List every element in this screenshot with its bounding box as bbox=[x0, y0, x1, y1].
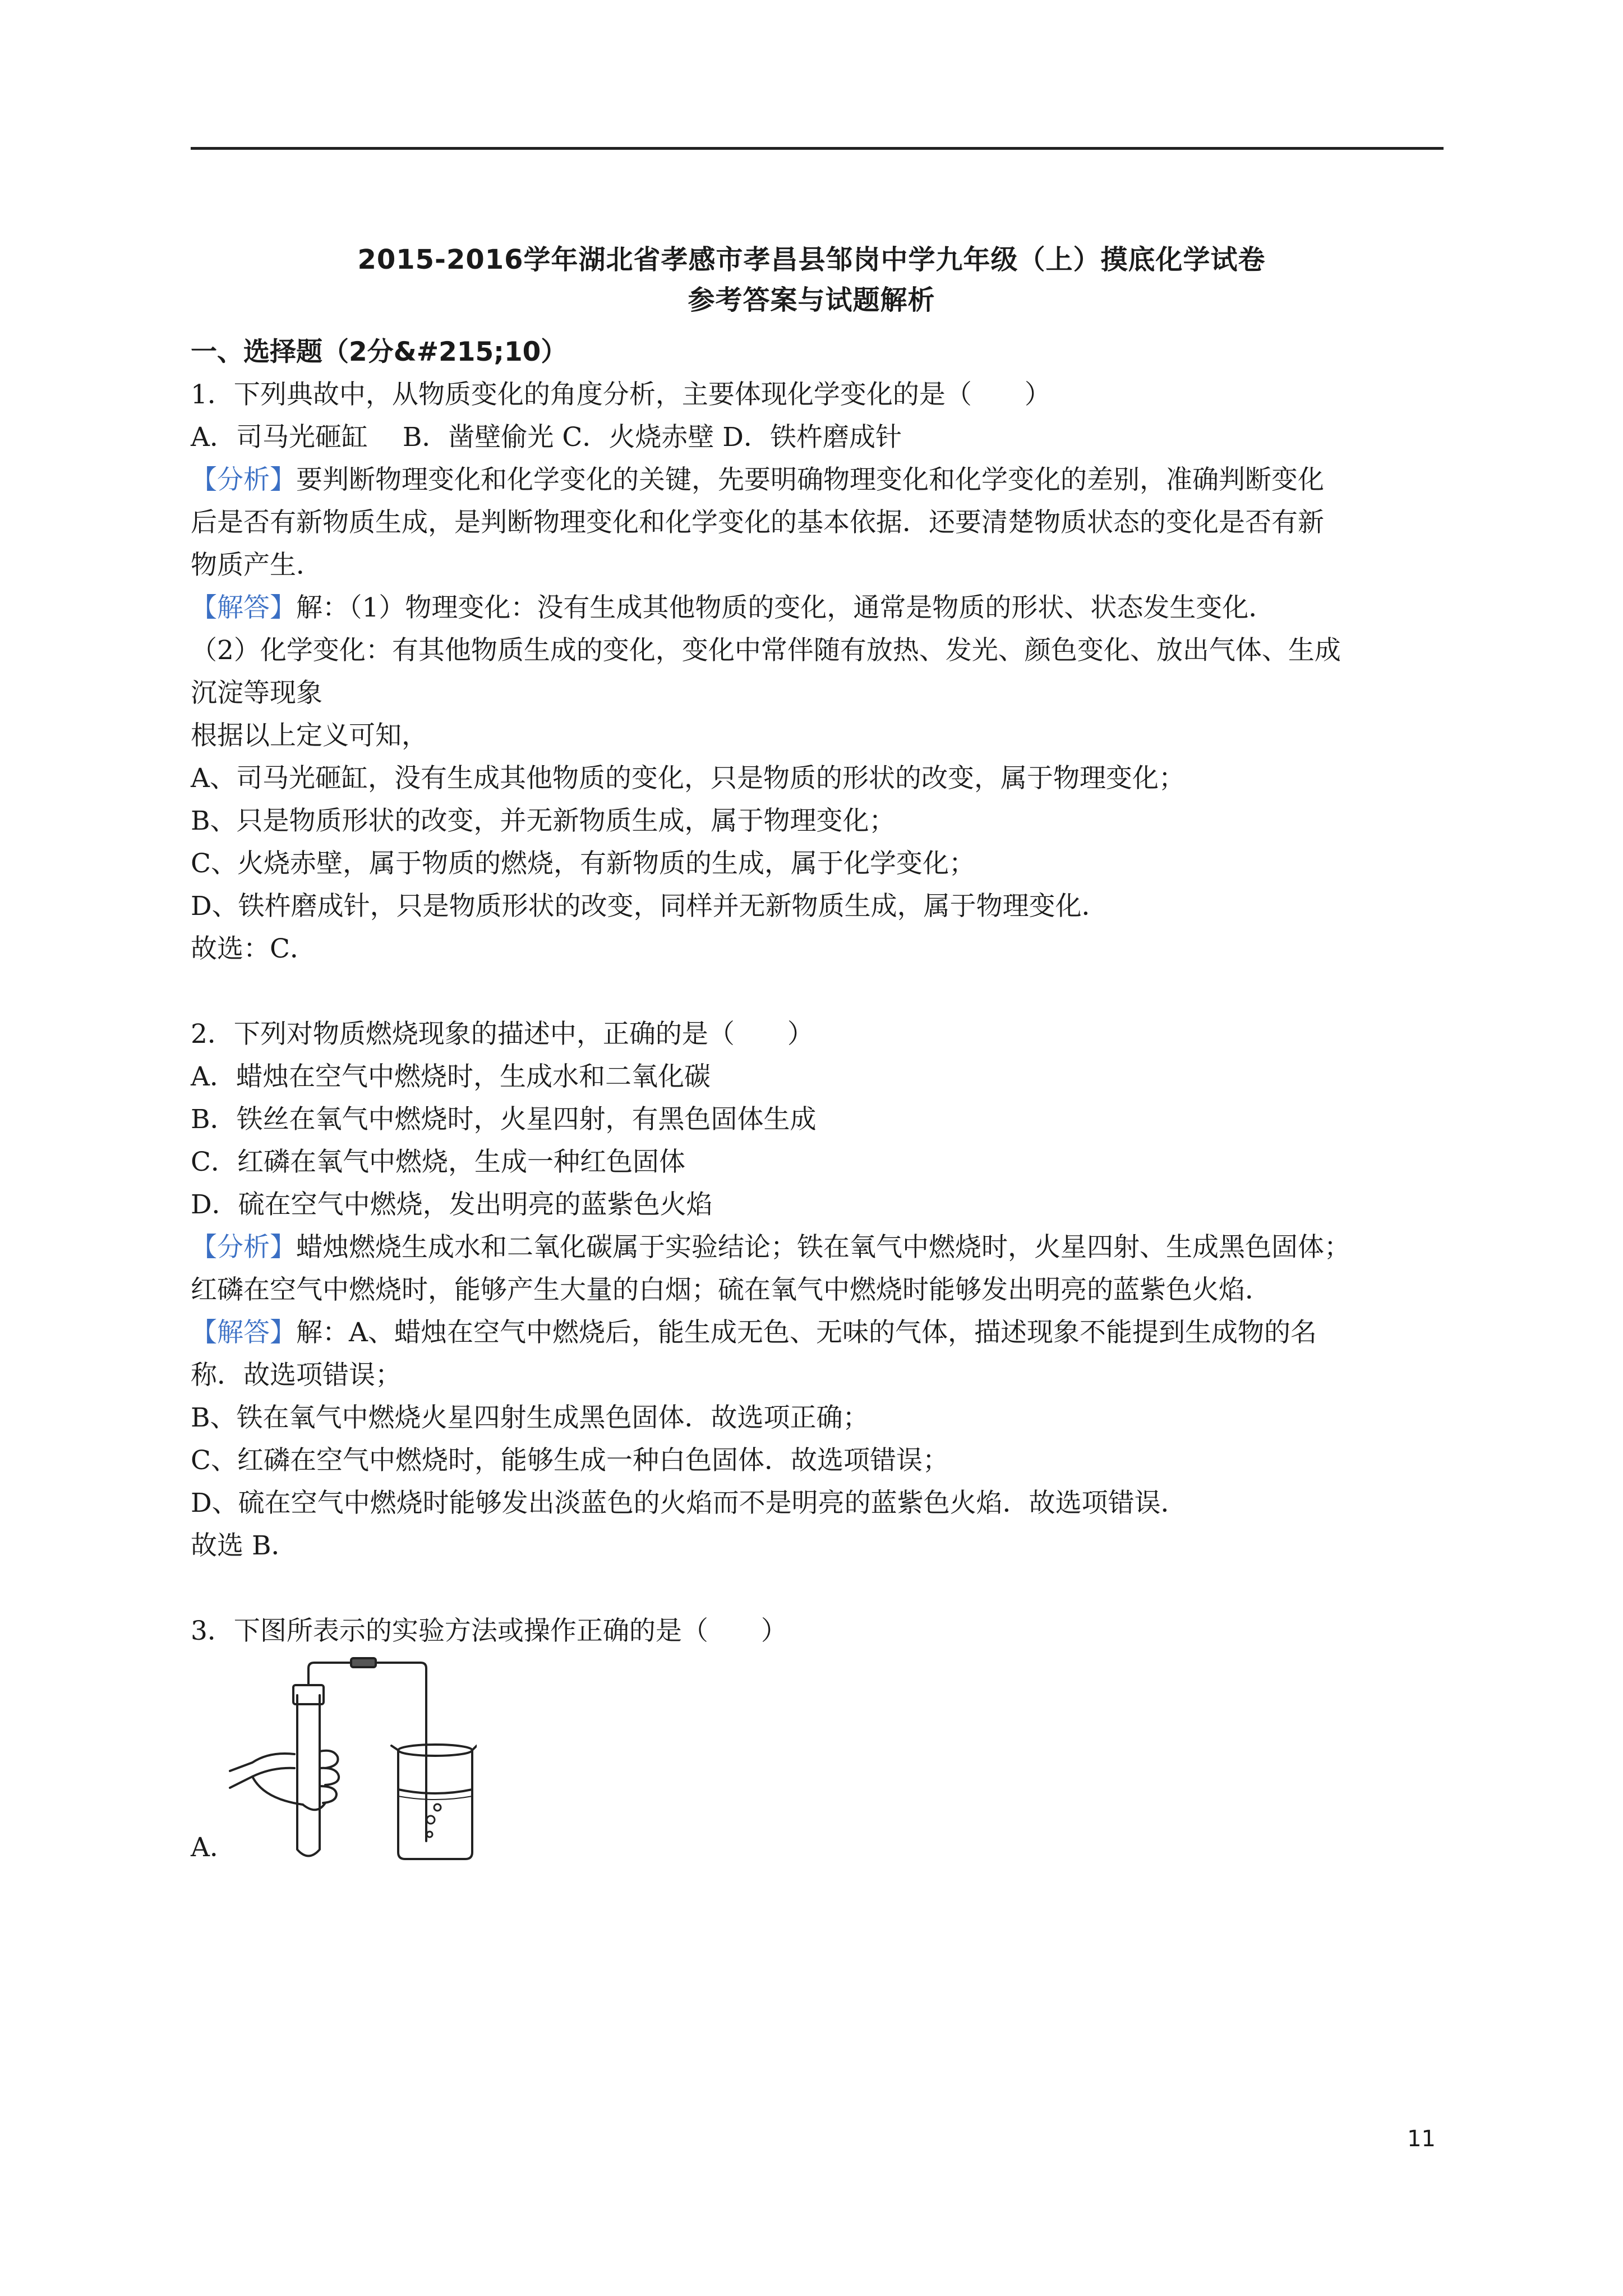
q1-answer-line: D、铁杵磨成针，只是物质形状的改变，同样并无新物质生成，属于物理变化． bbox=[191, 891, 1108, 922]
q3-stem: 3．下图所表示的实验方法或操作正确的是（ ） bbox=[191, 1616, 787, 1646]
q1-options: A．司马光砸缸 B．凿壁偷光 C．火烧赤壁 D．铁杵磨成针 bbox=[191, 422, 902, 453]
spacer bbox=[191, 1567, 1447, 1610]
q1-analysis-line: 物质产生． bbox=[191, 550, 322, 581]
q3-option-a-label: A． bbox=[191, 1832, 236, 1863]
answer-tag: 【解答】 bbox=[191, 592, 296, 623]
q2-analysis-line: 【分析】蜡烛燃烧生成水和二氧化碳属于实验结论；铁在氧气中燃烧时，火星四射、生成黑色固体； bbox=[191, 1232, 1350, 1263]
q1-answer-line: （2）化学变化：有其他物质生成的变化，变化中常伴随有放热、发光、颜色变化、放出气体、生成 bbox=[191, 635, 1341, 666]
q2-option: C．红磷在氧气中燃烧，生成一种红色固体 bbox=[191, 1147, 685, 1177]
q1-answer-line: B、只是物质形状的改变，并无新物质生成，属于物理变化； bbox=[191, 806, 896, 836]
q1-analysis-line: 后是否有新物质生成，是判断物理变化和化学变化的基本依据．还要清楚物质状态的变化是否有新 bbox=[191, 507, 1324, 538]
q1-answer-line: C、火烧赤壁，属于物质的燃烧，有新物质的生成，属于化学变化； bbox=[191, 848, 975, 879]
answer-tag: 【解答】 bbox=[191, 1317, 296, 1348]
q1-stem: 1．下列典故中，从物质变化的角度分析，主要体现化学变化的是（ ） bbox=[191, 379, 1051, 410]
q2-option: D．硫在空气中燃烧，发出明亮的蓝紫色火焰 bbox=[191, 1189, 713, 1220]
header-rule bbox=[191, 147, 1444, 150]
q3-option-a bbox=[191, 1656, 1447, 1869]
q2-option: A．蜡烛在空气中燃烧时，生成水和二氧化碳 bbox=[191, 1061, 711, 1092]
spacer bbox=[191, 970, 1447, 1013]
q1-answer-line: 故选：C． bbox=[191, 933, 316, 964]
q2-analysis-line: 红磷在空气中燃烧时，能够产生大量的白烟；硫在氧气中燃烧时能够发出明亮的蓝紫色火焰． bbox=[191, 1274, 1271, 1305]
q2-answer-line: 称．故选项错误； bbox=[191, 1360, 402, 1391]
page-subtitle: 参考答案与试题解析 bbox=[688, 284, 935, 316]
q2-answer-line: B、铁在氧气中燃烧火星四射生成黑色固体．故选项正确； bbox=[191, 1402, 869, 1433]
q2-answer-line: C、红磷在空气中燃烧时，能够生成一种白色固体．故选项错误； bbox=[191, 1445, 949, 1476]
q2-answer-line: 故选 B． bbox=[191, 1530, 298, 1561]
q2-answer-line: D、硫在空气中燃烧时能够发出淡蓝色的火焰而不是明亮的蓝紫色火焰．故选项错误． bbox=[191, 1488, 1187, 1519]
analysis-tag: 【分析】 bbox=[191, 464, 296, 495]
q1-answer-line: 【解答】解：（1）物理变化：没有生成其他物质的变化，通常是物质的形状、状态发生变化． bbox=[191, 592, 1275, 623]
page-number: 11 bbox=[1407, 2126, 1436, 2152]
q2-answer-line: 【解答】解：A、蜡烛在空气中燃烧后，能生成无色、无味的气体，描述现象不能提到生成物的名 bbox=[191, 1317, 1317, 1348]
section-heading: 一、选择题（2分&#215;10） bbox=[191, 337, 568, 367]
analysis-tag: 【分析】 bbox=[191, 1232, 296, 1263]
q1-analysis-line: 【分析】要判断物理变化和化学变化的关键，先要明确物理变化和化学变化的差别，准确判断变化 bbox=[191, 464, 1324, 495]
airtightness-check-figure bbox=[219, 1656, 477, 1869]
q2-stem: 2．下列对物质燃烧现象的描述中，正确的是（ ） bbox=[191, 1019, 814, 1050]
document-body bbox=[191, 331, 1447, 1869]
q1-answer-line: 沉淀等现象 bbox=[191, 678, 322, 708]
q1-answer-line: A、司马光砸缸，没有生成其他物质的变化，只是物质的形状的改变，属于物理变化； bbox=[191, 763, 1185, 794]
q1-answer-line: 根据以上定义可知， bbox=[191, 720, 428, 751]
page-title: 2015-2016学年湖北省孝感市孝昌县邹岗中学九年级（上）摸底化学试卷 bbox=[357, 244, 1266, 275]
q2-option: B．铁丝在氧气中燃烧时，火星四射，有黑色固体生成 bbox=[191, 1104, 817, 1135]
